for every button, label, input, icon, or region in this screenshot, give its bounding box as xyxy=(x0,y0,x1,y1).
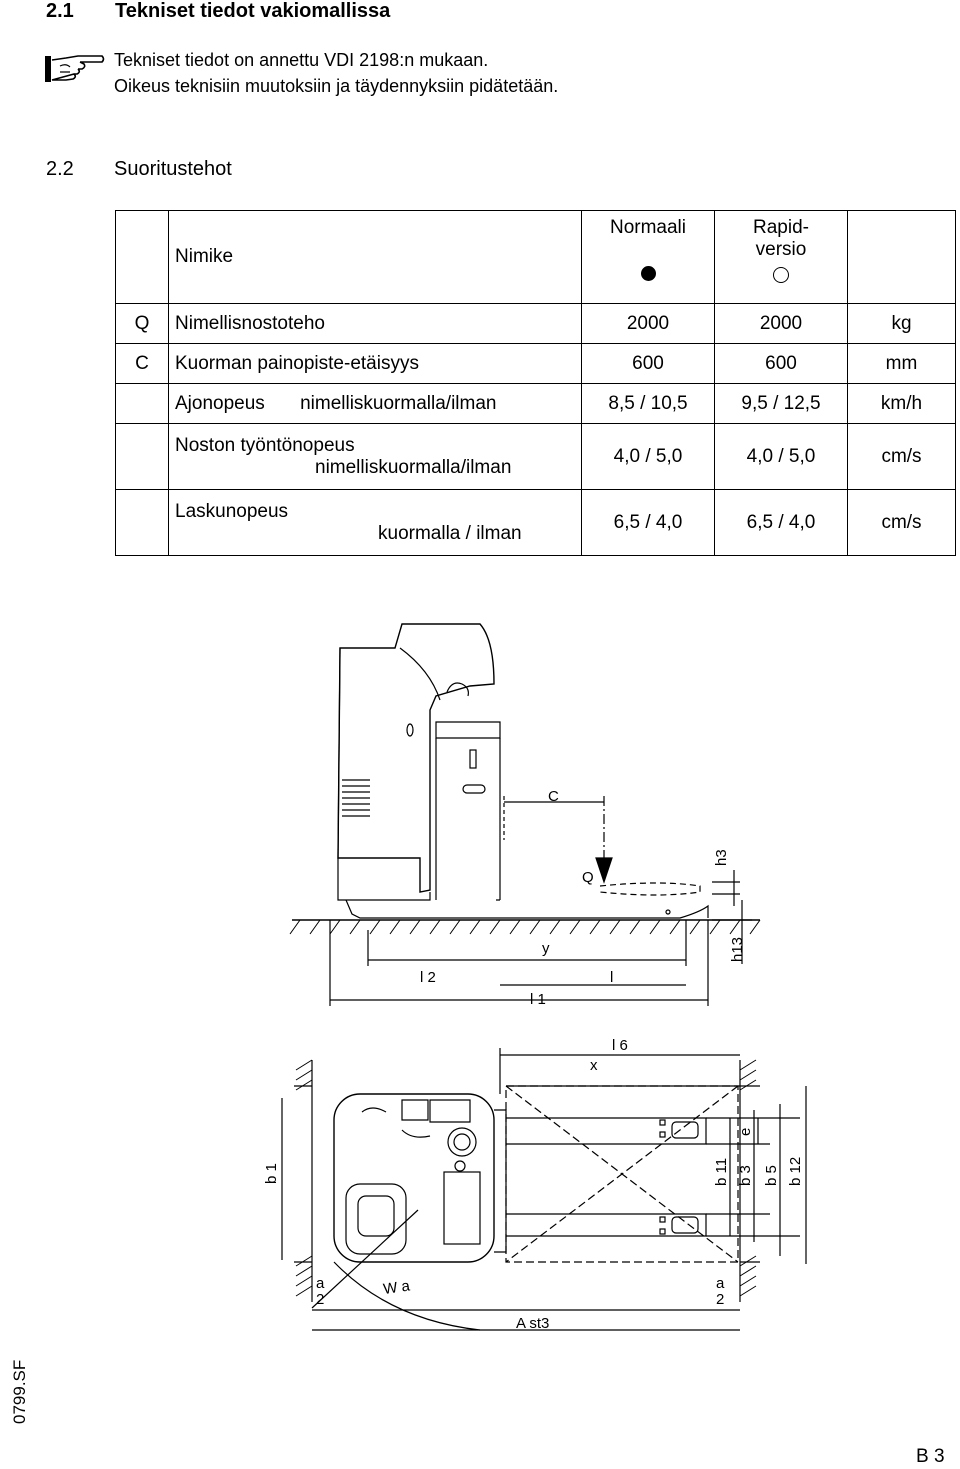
subsection-number: 2.2 xyxy=(46,158,74,180)
label-b5: b 5 xyxy=(763,1165,780,1186)
empty-circle-icon xyxy=(773,267,789,283)
table-row xyxy=(116,304,956,344)
row-symbol: C xyxy=(116,344,169,384)
pointing-hand-icon xyxy=(44,50,106,86)
label-b3: b 3 xyxy=(737,1165,754,1186)
label-ast3: A st3 xyxy=(516,1315,550,1332)
row-value-normal: 2000 xyxy=(582,304,715,344)
row-name: Kuorman painopiste-etäisyys xyxy=(169,344,582,384)
row-name xyxy=(169,490,582,556)
label-l1: l 1 xyxy=(530,991,546,1008)
label-wa: W a xyxy=(382,1277,411,1298)
row-value-rapid: 6,5 / 4,0 xyxy=(715,490,848,556)
label-2-right: 2 xyxy=(716,1291,725,1308)
label-a-right: a xyxy=(716,1275,725,1292)
row-unit: mm xyxy=(848,344,956,384)
label-l: l xyxy=(610,969,614,986)
label-b11: b 11 xyxy=(713,1157,730,1186)
row-name-main: Ajonopeus xyxy=(175,392,265,414)
truck-dimension-drawing xyxy=(0,600,960,1360)
table-row xyxy=(116,384,956,424)
table-header-normal xyxy=(582,211,715,304)
row-name: Nimellisnostoteho xyxy=(169,304,582,344)
label-c: C xyxy=(548,788,559,805)
label-x: x xyxy=(590,1057,598,1074)
table-row xyxy=(116,490,956,556)
note-line-1: Tekniset tiedot on annettu VDI 2198:n mukaan. xyxy=(114,50,489,70)
performance-table xyxy=(115,210,956,556)
section-title: Tekniset tiedot vakiomallissa xyxy=(115,0,391,22)
page-number: B 3 xyxy=(916,1446,945,1467)
row-symbol xyxy=(116,384,169,424)
label-h13: h13 xyxy=(729,936,746,962)
label-q: Q xyxy=(582,869,594,886)
row-unit: cm/s xyxy=(848,424,956,490)
row-unit: cm/s xyxy=(848,490,956,556)
row-name xyxy=(169,424,582,490)
row-value-normal: 4,0 / 5,0 xyxy=(582,424,715,490)
label-e: e xyxy=(737,1127,754,1136)
row-unit: km/h xyxy=(848,384,956,424)
table-header-name: Nimike xyxy=(169,211,582,304)
row-name-qualifier: nimelliskuormalla/ilman xyxy=(300,392,497,414)
row-value-rapid: 9,5 / 12,5 xyxy=(715,384,848,424)
row-symbol xyxy=(116,424,169,490)
row-name-main: Laskunopeus xyxy=(175,500,289,522)
label-y: y xyxy=(542,940,550,957)
label-b12: b 12 xyxy=(787,1156,804,1186)
row-value-rapid: 2000 xyxy=(715,304,848,344)
table-header-symbol xyxy=(116,211,169,304)
label-a-left: a xyxy=(316,1275,325,1292)
table-header-row xyxy=(116,211,956,304)
table-row xyxy=(116,344,956,384)
label-b1: b 1 xyxy=(263,1163,280,1184)
filled-circle-icon xyxy=(641,266,656,281)
label-h3: h3 xyxy=(713,849,730,866)
label-l6: l 6 xyxy=(612,1037,628,1054)
table-header-rapid xyxy=(715,211,848,304)
row-value-normal: 600 xyxy=(582,344,715,384)
figure-code: 0799.SF xyxy=(10,1359,29,1424)
rapid-label-1: Rapid- xyxy=(753,217,809,238)
row-name-qualifier: nimelliskuormalla/ilman xyxy=(315,456,512,478)
rapid-label-2: versio xyxy=(755,239,807,260)
row-unit: kg xyxy=(848,304,956,344)
label-2-left: 2 xyxy=(316,1291,325,1308)
label-l2: l 2 xyxy=(420,969,436,986)
normal-label: Normaali xyxy=(609,217,687,238)
row-symbol: Q xyxy=(116,304,169,344)
row-value-normal: 6,5 / 4,0 xyxy=(582,490,715,556)
row-name xyxy=(169,384,582,424)
row-value-rapid: 600 xyxy=(715,344,848,384)
top-view xyxy=(282,1048,806,1330)
side-view xyxy=(290,624,760,1006)
section-number: 2.1 xyxy=(46,0,74,22)
subsection-title: Suoritustehot xyxy=(114,158,232,180)
row-value-rapid: 4,0 / 5,0 xyxy=(715,424,848,490)
table-header-unit xyxy=(848,211,956,304)
row-name-qualifier: kuormalla / ilman xyxy=(378,522,522,544)
row-symbol xyxy=(116,490,169,556)
row-name-main: Noston työntönopeus xyxy=(175,434,355,456)
row-value-normal: 8,5 / 10,5 xyxy=(582,384,715,424)
table-row xyxy=(116,424,956,490)
note-line-2: Oikeus teknisiin muutoksiin ja täydennyksiin pidätetään. xyxy=(114,76,559,96)
